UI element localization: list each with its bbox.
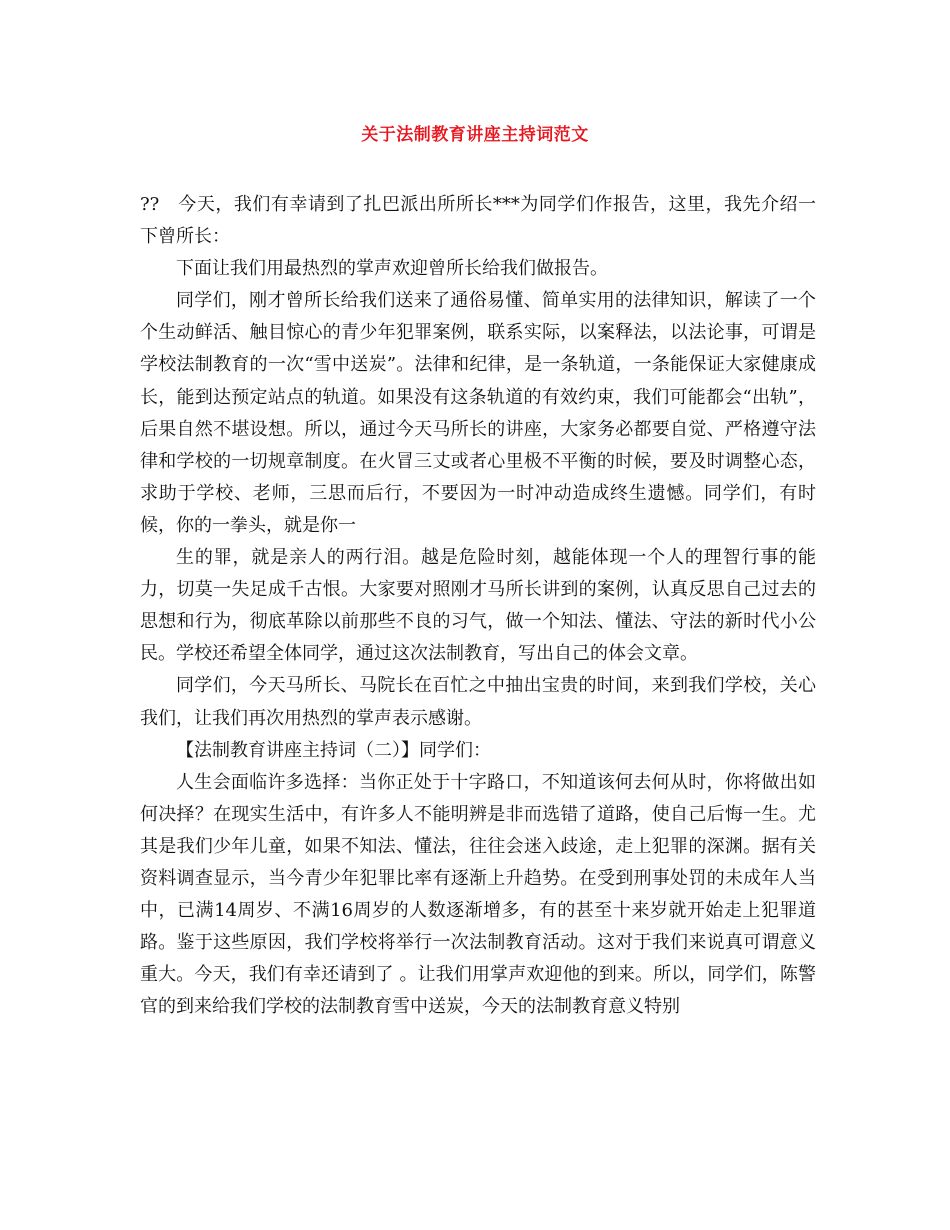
paragraph-intro: ?? 今天，我们有幸请到了扎巴派出所所长***为同学们作报告，这里，我先介绍一下曾所长： bbox=[140, 194, 816, 248]
section-heading-two: 【法制教育讲座主持词（二）】同学们： bbox=[176, 739, 491, 761]
paragraph-thanks: 同学们，今天马所长、马院长在百忙之中抽出宝贵的时间，来到我们学校，关心我们，让我们再次用热烈的掌声表示感谢。 bbox=[140, 675, 816, 729]
paragraph-welcome: 下面让我们用最热烈的掌声欢迎曾所长给我们做报告。 bbox=[176, 258, 608, 280]
document-body bbox=[140, 189, 816, 1023]
paragraph-summary: 同学们，刚才曾所长给我们送来了通俗易懂、简单实用的法律知识，解读了一个个生动鲜活、触目惊心的青少年犯罪案例，联系实际，以案释法，以法论事，可谓是学校法制教育的一次“雪中送炭”。法律和纪律，是一条轨道，一条能保证大家健康成长，能到达预定站点的轨道。如果没有这条轨道的有效约束，我们可能都会“出轨”，后果自然不堪设想。所以，通过今天马所长的讲座，大家务必都要自觉、严格遵守法律和学校的一切规章制度。在火冒三丈或者心里极不平衡的时候，要及时调整心态，求助于学校、老师，三思而后行，不要因为一时冲动造成终生遗憾。同学们，有时候，你的一拳头，就是你一 bbox=[140, 290, 816, 536]
document-title: 关于法制教育讲座主持词范文 bbox=[361, 125, 589, 145]
paragraph-choices: 人生会面临许多选择：当你正处于十字路口，不知道该何去何从时，你将做出如何决择？在现实生活中，有许多人不能明辨是非而选错了道路，使自己后悔一生。尤其是我们少年儿童，如果不知法、懂法，往往会迷入歧途，走上犯罪的深渊。据有关资料调查显示，当今青少年犯罪比率有逐渐上升趋势。在受到刑事处罚的未成年人当中，已满14周岁、不满16周岁的人数逐渐增多，有的甚至十来岁就开始走上犯罪道路。鉴于这些原因，我们学校将举行一次法制教育活动。这对于我们来说真可谓意义重大。今天，我们有幸还请到了 。让我们用掌声欢迎他的到来。所以，同学们，陈警官的到来给我们学校的法制教育雪中送炭，今天的法制教育意义特别 bbox=[140, 771, 816, 1018]
paragraph-reflection: 生的罪，就是亲人的两行泪。越是危险时刻，越能体现一个人的理智行事的能力，切莫一失足成千古恨。大家要对照刚才马所长讲到的案例，认真反思自己过去的思想和行为，彻底革除以前那些不良的习气，做一个知法、懂法、守法的新时代小公民。学校还希望全体同学，通过这次法制教育，写出自己的体会文章。 bbox=[140, 547, 816, 665]
